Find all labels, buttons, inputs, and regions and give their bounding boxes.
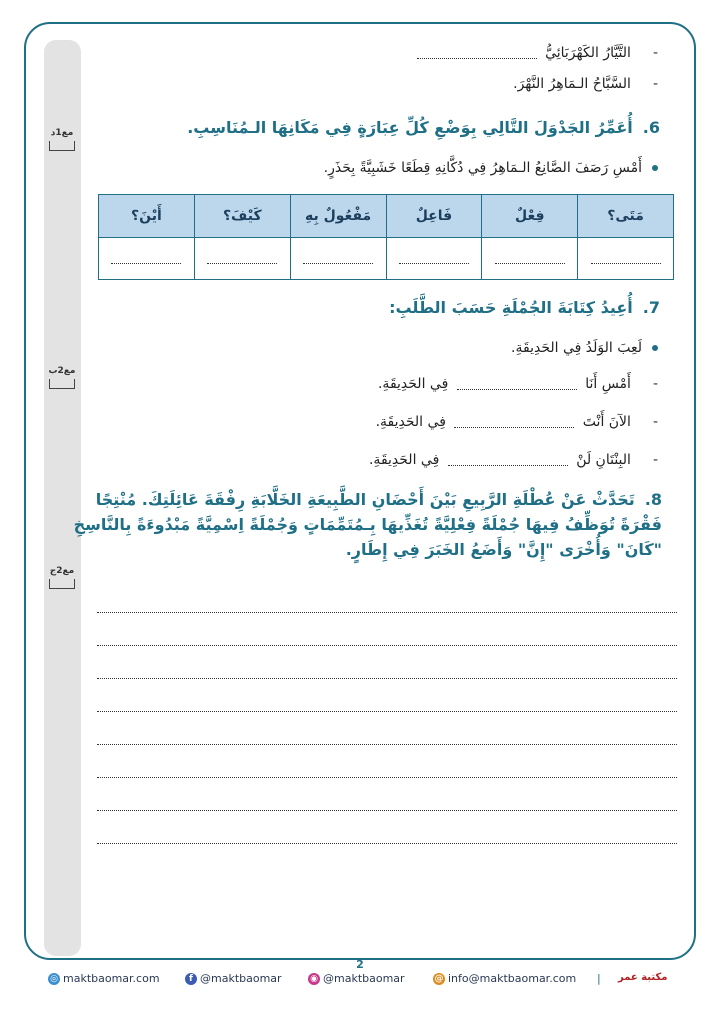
email-text: info@maktbaomar.com [448, 972, 577, 985]
writing-line[interactable] [97, 744, 677, 745]
footer-instagram[interactable] [308, 972, 405, 985]
item-end: فِي الحَدِيقَةِ. [375, 414, 446, 430]
question-text: تَحَدَّثْ عَنْ عُطْلَةِ الرَّبِيعِ بَيْنَ أَحْضَانِ الطَّبِيعَةِ الخَلَّابَةِ رِفْقَةَ عَائِلَتِكَ. مُنْتِجًا فَقْرَةً تُوَظِّفُ فِيهَا جُمْلَةً فِعْلِيَّةً تُغَذِّيهَا بِـمُتَمِّمَاتٍ وَجُمْلَةً اِسْمِيَّةً مَبْدُوءَةً بِالنَّاسِخِ "كَانَ" وَأُخْرَى "إِنَّ" وَأَضَعُ الخَبَرَ فِي إِطَارٍ. [73, 490, 662, 559]
email-icon: @ [434, 974, 444, 984]
answer-cell[interactable] [386, 237, 482, 280]
skill-box[interactable] [49, 379, 75, 389]
header-line-2: -السَّبَّاحُ الـمَاهِرُ النَّهْرَ. [513, 76, 658, 92]
header-line-1: -التَّيَّارُ الكَهْرَبَائِيُّ [413, 45, 658, 61]
question-text: أُعِيدُ كِتَابَةَ الجُمْلَةِ حَسَبَ الطَّلَبِ: [389, 298, 633, 317]
skill-label-1 [46, 128, 78, 151]
facebook-text: @maktbaomar [200, 972, 282, 985]
footer-email[interactable] [433, 972, 576, 985]
q7-item-3: -البِنْتَانِ لَنْ فِي الحَدِيقَةِ. [368, 452, 658, 468]
skill-code: مع2ب [48, 366, 76, 376]
skill-code: مع1د [50, 128, 74, 138]
question-text: أُعَمِّرُ الجَدْوَلَ التَّالِي بِوَضْعِ كُلِّ عِبَارَةٍ فِي مَكَانِهَا الـمُنَاسِبِ. [187, 118, 633, 137]
sentence-text: لَعِبَ الوَلَدُ فِي الحَدِيقَةِ. [511, 340, 642, 356]
answer-cell[interactable] [194, 237, 290, 280]
skill-label-2 [46, 366, 78, 389]
question-number: 8. [644, 490, 662, 509]
writing-line[interactable] [97, 711, 677, 712]
writing-line[interactable] [97, 612, 677, 613]
table-header: أَيْنَ؟ [99, 195, 195, 238]
answer-cell[interactable] [99, 237, 195, 280]
writing-line[interactable] [97, 645, 677, 646]
footer-logo [618, 972, 667, 983]
logo-text: مكتبة عمر [618, 972, 668, 983]
bullet-icon [652, 345, 658, 351]
skill-box[interactable] [49, 141, 75, 151]
item-start: البِنْتَانِ لَنْ [576, 452, 631, 468]
header-line-text: السَّبَّاحُ الـمَاهِرُ النَّهْرَ. [513, 76, 631, 92]
skill-label-3 [46, 566, 78, 589]
item-start: أَمْسِ أَنَا [585, 376, 631, 392]
globe-icon: ◎ [48, 973, 60, 985]
q7-sentence [511, 340, 658, 356]
question-6-title [187, 118, 660, 137]
writing-line[interactable] [97, 678, 677, 679]
table-header: فِعْلٌ [482, 195, 578, 238]
blank-line[interactable] [457, 379, 577, 390]
answer-cell[interactable] [578, 237, 674, 280]
sentence-text: أَمْسِ رَصَفَ الصَّانِعُ الـمَاهِرُ فِي دُكَّانِهِ قِطَعًا خَشَبِيَّةً بِحَذَرٍ. [323, 160, 642, 176]
header-line-text: التَّيَّارُ الكَهْرَبَائِيُّ [545, 45, 631, 61]
writing-line[interactable] [97, 843, 677, 844]
footer-facebook[interactable] [185, 972, 282, 985]
q6-table [98, 194, 674, 280]
item-start: الآنَ أَنْتَ [582, 414, 631, 430]
q6-sentence [324, 160, 658, 176]
answer-cell[interactable] [290, 237, 386, 280]
table-header: مَفْعُولٌ بِهِ [290, 195, 386, 238]
page-number: 2 [356, 958, 364, 971]
question-number: 7. [642, 298, 660, 317]
writing-line[interactable] [97, 777, 677, 778]
table-header: كَيْفَ؟ [194, 195, 290, 238]
footer-website[interactable] [48, 972, 160, 985]
question-7-title [389, 298, 660, 317]
website-text: maktbaomar.com [63, 972, 160, 985]
blank-line[interactable] [454, 417, 574, 428]
question-8 [72, 488, 662, 562]
answer-cell[interactable] [482, 237, 578, 280]
skill-code: مع2ج [49, 566, 75, 576]
blank-line[interactable] [417, 48, 537, 59]
facebook-icon: f [185, 973, 197, 985]
item-end: فِي الحَدِيقَةِ. [377, 376, 449, 392]
writing-line[interactable] [97, 810, 677, 811]
bullet-icon [652, 165, 658, 171]
footer-divider: | [597, 972, 601, 985]
q7-item-1: -أَمْسِ أَنَا فِي الحَدِيقَةِ. [377, 376, 658, 392]
blank-line[interactable] [448, 455, 568, 466]
item-end: فِي الحَدِيقَةِ. [368, 452, 440, 468]
question-number: 6. [642, 118, 660, 137]
instagram-icon: ◉ [308, 973, 320, 985]
table-header: مَتَى؟ [578, 195, 674, 238]
instagram-text: @maktbaomar [323, 972, 405, 985]
q7-item-2: -الآنَ أَنْتَ فِي الحَدِيقَةِ. [375, 414, 658, 430]
skill-box[interactable] [49, 579, 75, 589]
table-header: فَاعِلٌ [386, 195, 482, 238]
